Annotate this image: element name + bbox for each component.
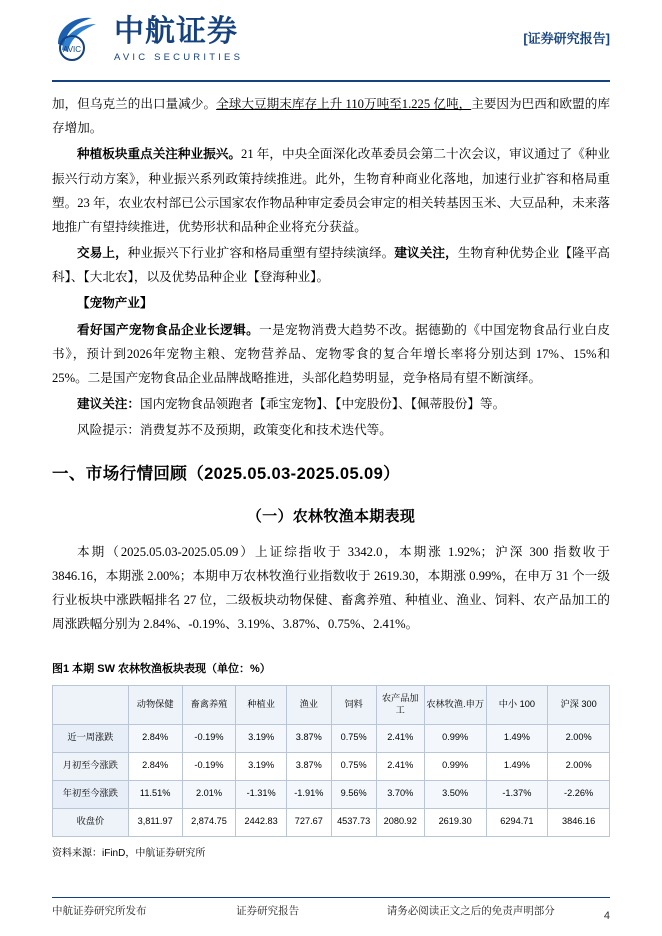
cell: 3.19% <box>236 752 286 780</box>
cell: 2.00% <box>548 724 610 752</box>
cell: -1.91% <box>286 780 331 808</box>
cell: 2.00% <box>548 752 610 780</box>
footer-report-type: 证券研究报告 <box>236 905 300 917</box>
paragraph-pet-focus <box>52 392 610 416</box>
table-corner-cell <box>53 685 129 724</box>
p6-bold-lead: 建议关注： <box>77 397 140 412</box>
p2-rest: 21 年，中央全面深化改革委员会第二十次会议，审议通过了《种业振兴行动方案》，种业振兴系列政策持续推进。此外，生物育种商业化落地，加速行业扩容和格局重塑。23 年，农业农村部已公示国家农作物品种审定委员会审定的相关转基因玉米、大豆品种，未来落地推广有望持续推进，优势形状和品种企业将充分获益。 <box>52 147 611 234</box>
col-csi-300: 沪深 300 <box>548 685 610 724</box>
p1-lead: 加，但乌克兰的出口量减少。 <box>52 97 217 111</box>
p3-bold-a: 交易上， <box>77 246 128 261</box>
cell: 2.84% <box>128 752 182 780</box>
cell: 6294.71 <box>486 808 548 836</box>
cell: 0.99% <box>424 724 486 752</box>
report-tag: [证券研究报告] <box>523 30 610 46</box>
col-feed: 饲料 <box>331 685 376 724</box>
subsection-title: （一）农林牧渔本期表现 <box>246 508 416 526</box>
cell: -0.19% <box>182 752 236 780</box>
table-row <box>53 752 610 780</box>
footer-divider <box>52 897 610 899</box>
cell: 11.51% <box>128 780 182 808</box>
cell: 3.19% <box>236 724 286 752</box>
page-footer <box>52 897 610 922</box>
cell: 0.75% <box>331 752 376 780</box>
paragraph-risk: 风险提示：消费复苏不及预期，政策变化和技术迭代等。 <box>77 423 392 438</box>
col-sw-agriculture: 农林牧渔.申万 <box>424 685 486 724</box>
brand-name-en: AVIC SECURITIES <box>114 51 244 63</box>
cell: 3.70% <box>376 780 424 808</box>
figure-source: 资料来源：iFinD，中航证券研究所 <box>52 847 206 859</box>
cell: 2619.30 <box>424 808 486 836</box>
cell: -1.37% <box>486 780 548 808</box>
table-row <box>53 808 610 836</box>
row-label-mtd: 月初至今涨跌 <box>53 752 129 780</box>
cell: -1.31% <box>236 780 286 808</box>
cell: 9.56% <box>331 780 376 808</box>
p6-rest: 国内宠物食品领跑者【乖宝宠物】、【中宠股份】、【佩蒂股份】等。 <box>139 397 506 412</box>
cell: 2,874.75 <box>182 808 236 836</box>
footer-row <box>52 903 610 918</box>
pet-industry-label: 【宠物产业】 <box>77 296 153 311</box>
cell: -2.26% <box>548 780 610 808</box>
paragraph-pet-heading <box>52 291 610 315</box>
p3-text-b: 种业振兴下行业扩容和格局重塑有望持续演绎。 <box>127 246 395 261</box>
table-row <box>53 780 610 808</box>
col-planting: 种植业 <box>236 685 286 724</box>
row-label-close: 收盘价 <box>53 808 129 836</box>
paragraph-market-review: 本期（2025.05.03-2025.05.09）上证综指收于 3342.0，本期涨 1.92%；沪深 300 指数收于 3846.16，本期涨 2.00%；本期申万农林牧渔行业指数收于 2619.30，本期涨 0.99%，在申万 31 个一级行业板块中涨跌幅排名 27 位，二级板块动物保健、畜禽养殖、种植业、渔业、饲料、农产品加工的周涨跌幅分别为 2.84%、-0.19%、3.19%、3.87%、0.75%、2.41%。 <box>52 544 610 632</box>
table-row <box>53 724 610 752</box>
cell: 0.99% <box>424 752 486 780</box>
paragraph-trading <box>52 241 610 289</box>
cell: 1.49% <box>486 724 548 752</box>
cell: 4537.73 <box>331 808 376 836</box>
page-number: 4 <box>603 910 610 922</box>
cell: 3.87% <box>286 752 331 780</box>
cell: 2.41% <box>376 724 424 752</box>
figure-caption: 图1 本期 SW 农林牧渔板块表现（单位：%） <box>52 662 271 675</box>
svg-text:AVIC: AVIC <box>62 45 82 54</box>
section-title: 一、市场行情回顾（2025.05.03-2025.05.09） <box>52 465 401 484</box>
p2-bold-lead: 种植板块重点关注种业振兴。 <box>77 147 242 162</box>
p5-bold-lead: 看好国产宠物食品企业长逻辑。 <box>77 322 260 337</box>
paragraph-pet-logic <box>52 318 610 391</box>
brand-name-cn: 中航证券 <box>114 14 238 48</box>
cell: 0.75% <box>331 724 376 752</box>
cell: 1.49% <box>486 752 548 780</box>
row-label-week: 近一周涨跌 <box>53 724 129 752</box>
document-body <box>52 82 610 863</box>
cell: 3.50% <box>424 780 486 808</box>
cell: 2.84% <box>128 724 182 752</box>
p5-rest: 一是宠物消费大趋势不改。据德勤的《中国宠物食品行业白皮书》，预计到2026年宠物主粮、宠物营养品、宠物零食的复合年增长率将分别达到 17%、15%和 25%。二是国产宠物食品企业品牌战略推进，头部化趋势明显，竞争格局有望不断演绎。 <box>52 322 611 385</box>
avic-logo-icon <box>52 14 106 64</box>
col-sme-100: 中小 100 <box>486 685 548 724</box>
cell: 2.01% <box>182 780 236 808</box>
cell: 2080.92 <box>376 808 424 836</box>
page-header <box>52 0 610 78</box>
col-fishery: 渔业 <box>286 685 331 724</box>
row-label-ytd: 年初至今涨跌 <box>53 780 129 808</box>
p1-underline: 全球大豆期末库存上升 110万吨至1.225 亿吨， <box>216 97 472 111</box>
p3-text-c: 生物育种优势企业【隆平高科】、【大北农】，以及优势品种企业【登海种业】。 <box>52 246 611 285</box>
cell: 3,811.97 <box>128 808 182 836</box>
cell: 3846.16 <box>548 808 610 836</box>
p1-tail: 主要因为巴西和欧盟的库存增加。 <box>52 97 611 136</box>
cell: 2.41% <box>376 752 424 780</box>
footer-disclaimer: 请务必阅读正文之后的免责声明部分 <box>386 905 555 917</box>
figure-block <box>52 659 610 863</box>
cell: -0.19% <box>182 724 236 752</box>
col-livestock: 畜禽养殖 <box>182 685 236 724</box>
table-header-row <box>53 685 610 724</box>
paragraph-planting <box>52 142 610 239</box>
col-agri-processing: 农产品加工 <box>376 685 424 724</box>
col-animal-health: 动物保健 <box>128 685 182 724</box>
footer-publisher: 中航证券研究所发布 <box>52 905 147 917</box>
paragraph-soybean <box>52 92 610 140</box>
cell: 727.67 <box>286 808 331 836</box>
cell: 2442.83 <box>236 808 286 836</box>
brand <box>52 14 243 64</box>
cell: 3.87% <box>286 724 331 752</box>
brand-text <box>114 14 244 65</box>
sw-performance-table <box>52 685 610 837</box>
p3-bold-focus: 建议关注， <box>394 246 458 261</box>
